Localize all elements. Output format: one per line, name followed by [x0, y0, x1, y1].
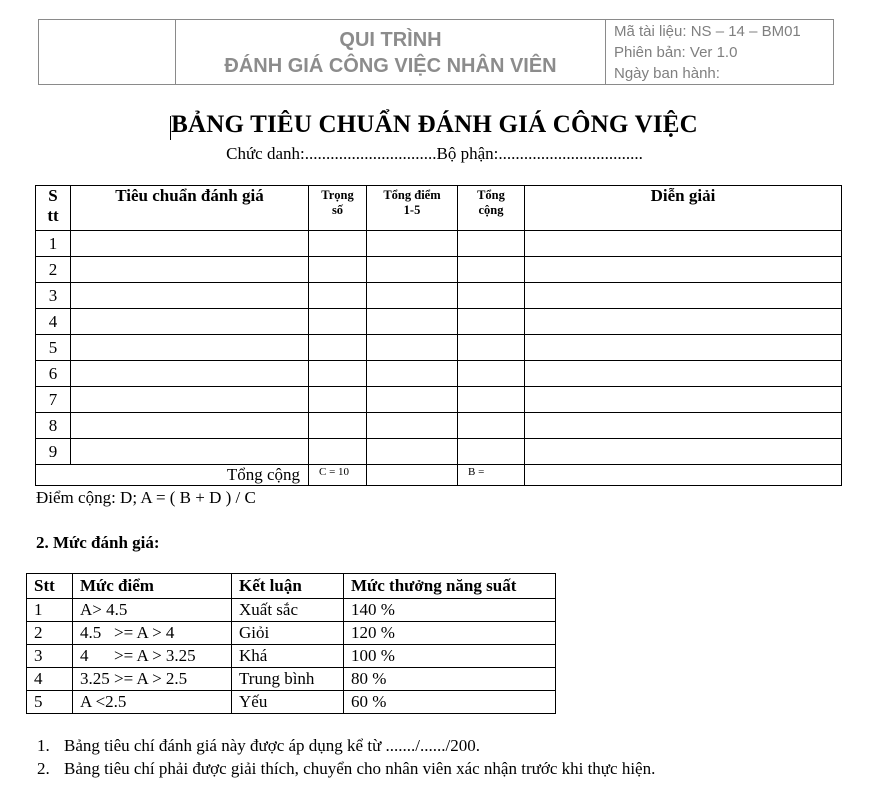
criteria-empty-cell — [525, 387, 842, 413]
criteria-row-number: 4 — [36, 309, 71, 335]
header-explanation: Diễn giải — [525, 186, 842, 231]
rating-bonus: 100 % — [344, 645, 556, 668]
header-total: Tổng cộng — [458, 186, 525, 231]
criteria-empty-cell — [367, 309, 458, 335]
page-title: BẢNG TIÊU CHUẨN ĐÁNH GIÁ CÔNG VIỆC — [171, 111, 698, 138]
criteria-empty-cell — [525, 283, 842, 309]
process-title-cell — [176, 20, 605, 84]
criteria-empty-cell — [309, 413, 367, 439]
version: Phiên bản: Ver 1.0 — [614, 44, 738, 61]
criteria-row — [36, 439, 842, 465]
rating-header-row — [27, 574, 556, 599]
criteria-empty-cell — [309, 309, 367, 335]
criteria-empty-cell — [458, 309, 525, 335]
rating-stt: 5 — [27, 691, 73, 714]
criteria-row — [36, 413, 842, 439]
rating-header-bonus: Mức thưởng năng suất — [344, 574, 556, 599]
criteria-table — [35, 185, 842, 486]
criteria-empty-cell — [309, 335, 367, 361]
criteria-empty-cell — [367, 413, 458, 439]
logo-cell — [39, 20, 176, 84]
criteria-empty-cell — [525, 439, 842, 465]
criteria-row — [36, 309, 842, 335]
rating-header-stt: Stt — [27, 574, 73, 599]
rating-row — [27, 622, 556, 645]
criteria-row-number: 5 — [36, 335, 71, 361]
criteria-empty-cell — [367, 439, 458, 465]
criteria-empty-cell — [367, 257, 458, 283]
criteria-empty-cell — [458, 283, 525, 309]
criteria-row-number: 8 — [36, 413, 71, 439]
doc-code: Mã tài liệu: NS – 14 – BM01 — [614, 23, 801, 40]
criteria-row — [36, 335, 842, 361]
rating-conclusion: Giỏi — [232, 622, 344, 645]
criteria-empty-cell — [309, 283, 367, 309]
criteria-empty-cell — [309, 257, 367, 283]
criteria-empty-cell — [458, 361, 525, 387]
total-sum: B = — [458, 465, 525, 486]
rating-conclusion: Xuất sắc — [232, 599, 344, 622]
rating-stt: 4 — [27, 668, 73, 691]
criteria-empty-cell — [309, 439, 367, 465]
rating-score-range: 4.5 >= A > 4 — [73, 622, 232, 645]
note-1: 1. Bảng tiêu chí đánh giá này được áp dụng kể từ ......./....../200. — [37, 736, 480, 755]
rating-header-score: Mức điểm — [73, 574, 232, 599]
criteria-row-number: 7 — [36, 387, 71, 413]
document-meta-cell — [605, 20, 834, 84]
rating-conclusion: Khá — [232, 645, 344, 668]
rating-row — [27, 691, 556, 714]
criteria-empty-cell — [71, 387, 309, 413]
criteria-empty-cell — [71, 439, 309, 465]
criteria-total-row — [36, 465, 842, 486]
criteria-row — [36, 283, 842, 309]
process-title-line1: QUI TRÌNH — [339, 29, 442, 51]
criteria-empty-cell — [71, 283, 309, 309]
header-score: Tổng điểm 1-5 — [367, 186, 458, 231]
rating-bonus: 80 % — [344, 668, 556, 691]
criteria-empty-cell — [525, 361, 842, 387]
criteria-empty-cell — [367, 231, 458, 257]
process-title-line2: ĐÁNH GIÁ CÔNG VIỆC NHÂN VIÊN — [224, 55, 557, 77]
criteria-empty-cell — [309, 231, 367, 257]
criteria-empty-cell — [367, 361, 458, 387]
criteria-empty-cell — [367, 387, 458, 413]
criteria-row-number: 9 — [36, 439, 71, 465]
issue-date: Ngày ban hành: — [614, 65, 720, 82]
rating-conclusion: Yếu — [232, 691, 344, 714]
criteria-header-row — [36, 186, 842, 231]
rating-row — [27, 668, 556, 691]
rating-bonus: 60 % — [344, 691, 556, 714]
rating-score-range: 3.25 >= A > 2.5 — [73, 668, 232, 691]
criteria-empty-cell — [525, 309, 842, 335]
criteria-empty-cell — [458, 335, 525, 361]
criteria-empty-cell — [525, 335, 842, 361]
criteria-row-number: 3 — [36, 283, 71, 309]
criteria-empty-cell — [71, 257, 309, 283]
rating-stt: 3 — [27, 645, 73, 668]
total-explanation-cell — [525, 465, 842, 486]
criteria-row-number: 2 — [36, 257, 71, 283]
rating-row — [27, 645, 556, 668]
criteria-empty-cell — [458, 231, 525, 257]
criteria-empty-cell — [309, 361, 367, 387]
rating-stt: 2 — [27, 622, 73, 645]
criteria-empty-cell — [458, 257, 525, 283]
total-score-cell — [367, 465, 458, 486]
criteria-empty-cell — [458, 439, 525, 465]
rating-score-range: A <2.5 — [73, 691, 232, 714]
header-stt: S tt — [36, 186, 71, 231]
criteria-row-number: 1 — [36, 231, 71, 257]
note-2: 2. Bảng tiêu chí phải được giải thích, chuyển cho nhân viên xác nhận trước khi thực hiện. — [37, 759, 656, 778]
criteria-empty-cell — [525, 231, 842, 257]
total-label: Tổng cộng — [36, 465, 309, 486]
rating-score-range: 4 >= A > 3.25 — [73, 645, 232, 668]
criteria-empty-cell — [525, 257, 842, 283]
header-weight: Trọng số — [309, 186, 367, 231]
criteria-empty-cell — [458, 387, 525, 413]
rating-bonus: 120 % — [344, 622, 556, 645]
criteria-row-number: 6 — [36, 361, 71, 387]
criteria-row — [36, 257, 842, 283]
rating-score-range: A> 4.5 — [73, 599, 232, 622]
criteria-empty-cell — [367, 283, 458, 309]
document-header — [38, 19, 834, 85]
section2-title: 2. Mức đánh giá: — [36, 533, 160, 552]
criteria-empty-cell — [458, 413, 525, 439]
rating-table — [26, 573, 556, 714]
criteria-empty-cell — [71, 361, 309, 387]
header-criteria: Tiêu chuẩn đánh giá — [71, 186, 309, 231]
criteria-empty-cell — [367, 335, 458, 361]
criteria-empty-cell — [309, 387, 367, 413]
rating-conclusion: Trung bình — [232, 668, 344, 691]
rating-header-conclusion: Kết luận — [232, 574, 344, 599]
formula: Điểm cộng: D; A = ( B + D ) / C — [36, 488, 256, 507]
criteria-empty-cell — [71, 309, 309, 335]
criteria-row — [36, 231, 842, 257]
criteria-row — [36, 361, 842, 387]
rating-stt: 1 — [27, 599, 73, 622]
rating-row — [27, 599, 556, 622]
criteria-empty-cell — [71, 413, 309, 439]
total-weight: C = 10 — [309, 465, 367, 486]
position-department-line: Chức danh:...............................Bộ phận:.................................. — [226, 144, 643, 163]
criteria-empty-cell — [71, 335, 309, 361]
rating-bonus: 140 % — [344, 599, 556, 622]
criteria-empty-cell — [525, 413, 842, 439]
criteria-row — [36, 387, 842, 413]
criteria-empty-cell — [71, 231, 309, 257]
